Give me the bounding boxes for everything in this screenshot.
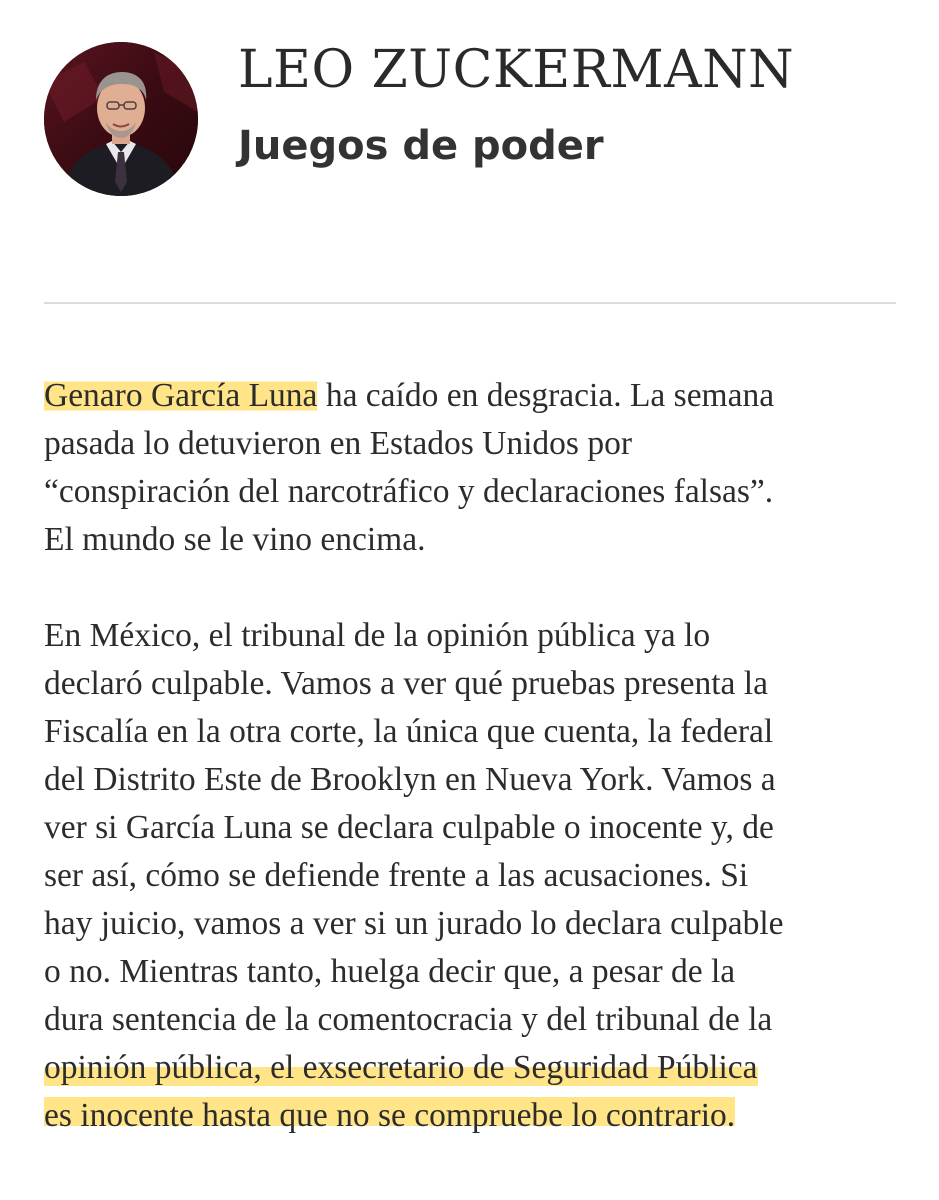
- header-divider: [44, 302, 896, 304]
- text-line: El mundo se le vino encima.: [44, 521, 426, 558]
- text-line: dura sentencia de la comentocracia y del tribunal de la: [44, 1001, 773, 1038]
- text-line: [44, 1044, 924, 1092]
- text-line: ser así, cómo se defiende frente a las acusaciones. Si: [44, 857, 749, 894]
- text-line: Fiscalía en la otra corte, la única que cuenta, la federal: [44, 713, 774, 750]
- text-line: del Distrito Este de Brooklyn en Nueva York. Vamos a: [44, 761, 776, 798]
- text-line: declaró culpable. Vamos a ver qué pruebas presenta la: [44, 665, 768, 702]
- column-title: Juegos de poder: [238, 123, 604, 169]
- text-line: o no. Mientras tanto, huelga decir que, a pesar de la: [44, 953, 736, 990]
- text-line: En México, el tribunal de la opinión pública ya lo: [44, 617, 711, 654]
- article-paragraph: [44, 372, 924, 564]
- author-name: LEO ZUCKERMANN: [238, 40, 795, 100]
- text-line: ver si García Luna se declara culpable o inocente y, de: [44, 809, 774, 846]
- article-body: [44, 372, 924, 1140]
- column-header: [0, 0, 939, 300]
- highlighted-text: opinión pública, el exsecretario de Seguridad Pública: [44, 1049, 758, 1086]
- author-avatar: [44, 42, 198, 196]
- text-line: hay juicio, vamos a ver si un jurado lo declara culpable: [44, 905, 784, 942]
- highlighted-text: es inocente hasta que no se compruebe lo contrario.: [44, 1097, 736, 1134]
- text-line: “conspiración del narcotráfico y declaraciones falsas”.: [44, 473, 774, 510]
- text-line: pasada lo detuvieron en Estados Unidos por: [44, 425, 632, 462]
- text-line: [44, 372, 924, 420]
- text-line: [44, 1092, 924, 1140]
- text-segment: ha caído en desgracia. La semana: [317, 377, 775, 414]
- author-photo: [44, 42, 198, 196]
- article-paragraph: [44, 612, 924, 1140]
- highlighted-text: Genaro García Luna: [44, 377, 318, 414]
